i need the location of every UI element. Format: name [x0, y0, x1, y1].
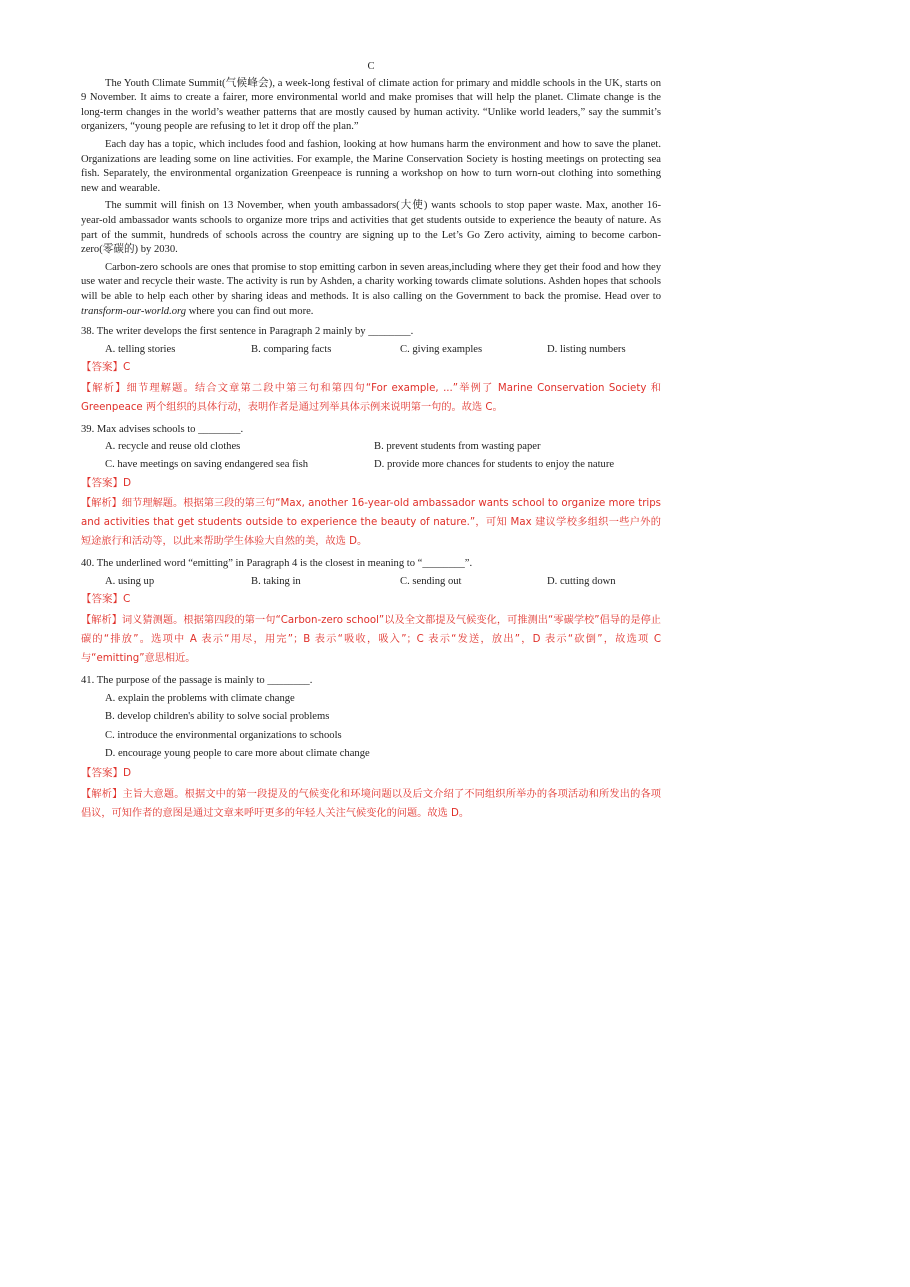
question-39-options-row-1: [81, 440, 661, 455]
website-link: transform-our-world.org: [81, 305, 187, 317]
passage-paragraph-3: The summit will finish on 13 November, when youth ambassadors(大使) wants schools to stop paper waste. Max, another 16-year-old ambassador wants schools to organize more trips and activities that get students outside to experience the beauty of nature. As part of the summit, hundreds of schools across the country are signing up to the Let’s Go Zero activity, aiming to become carbon-zero(零碳的) by 2030.: [81, 200, 661, 256]
question-41-option-c: C. introduce the environmental organizations to schools: [105, 729, 342, 741]
section-letter: C: [367, 61, 375, 72]
question-41-explanation: 【解析】主旨大意题。根据文中的第一段提及的气候变化和环境问题以及后文介绍了不同组织所举办的各项活动和所发出的各项倡议，可知作者的意图是通过文章来呼吁更多的年轻人关注气候变化的问题。故选 D。: [81, 788, 661, 819]
question-41-option-b: B. develop children's ability to solve social problems: [105, 711, 330, 723]
question-40-options: [81, 575, 661, 590]
question-40-explanation: 【解析】词义猜测题。根据第四段的第一句“Carbon-zero school”以及全文都提及气候变化，可推测出“零碳学校”倡导的是停止碳的“排放”。选项中 A 表示“用尽，用完”；B 表示“吸收，吸入”；C 表示“发送，放出”，D 表示“砍倒”，故选项 C 与“emitting”意思相近。: [81, 615, 661, 665]
passage-paragraph-4: [81, 261, 661, 319]
question-39-option-c: C. have meetings on saving endangered sea fish: [105, 459, 308, 471]
worksheet-page: [81, 60, 661, 827]
question-41-answer: 【答案】D: [81, 767, 132, 779]
passage-paragraph-2: Each day has a topic, which includes food and fashion, looking at how humans harm the environment and how to save the planet. Organizations are leading some on line activities. For example, the Marine Conservation Society is hosting meetings on protecting sea fish. Separately, the environmental organization Greenpeace is running a workshop on how to turn worn-out clothing into something new and wearable.: [81, 138, 661, 194]
question-38-option-d: D. listing numbers: [547, 343, 626, 355]
question-39-answer: 【答案】D: [81, 476, 132, 489]
question-38-option-c: C. giving examples: [400, 343, 483, 355]
question-41-stem: 41. The purpose of the passage is mainly to ________.: [81, 675, 313, 687]
question-39-stem: 39. Max advises schools to ________.: [81, 423, 244, 435]
question-38-option-b: B. comparing facts: [251, 343, 332, 355]
question-38-options: [81, 343, 661, 358]
question-39-options-row-2: [81, 458, 661, 473]
question-40-option-c: C. sending out: [400, 575, 462, 587]
question-38-option-a: A. telling stories: [105, 343, 176, 355]
paragraph-4-text-end: where you can find out more.: [186, 305, 314, 317]
question-39-option-a: A. recycle and reuse old clothes: [105, 441, 241, 453]
question-41-option-a: A. explain the problems with climate change: [105, 692, 295, 704]
question-40-stem: 40. The underlined word “emitting” in Paragraph 4 is the closest in meaning to “________”.: [81, 558, 473, 570]
paragraph-4-text-start: Carbon-zero schools are ones that promise to stop emitting carbon in seven areas,including where they get their food and how they use water and recycle their waste. The activity is run by Ashden, a charity working towards climate solutions. Ashden hopes that schools will be able to help each other by sharing ideas and methods. It is also calling on the Government to back the promise. Head over to: [81, 261, 661, 302]
question-39-option-b: B. prevent students from wasting paper: [374, 441, 541, 453]
question-38-stem: 38. The writer develops the first sentence in Paragraph 2 mainly by ________.: [81, 326, 414, 338]
question-40-option-d: D. cutting down: [547, 575, 616, 587]
question-40-answer: 【答案】C: [81, 593, 131, 606]
question-40-option-b: B. taking in: [251, 575, 301, 587]
question-39-option-d: D. provide more chances for students to enjoy the nature: [374, 459, 615, 471]
question-41-option-d: D. encourage young people to care more about climate change: [105, 748, 370, 760]
question-38-explanation: 【解析】细节理解题。结合文章第二段中第三句和第四句“For example, ...”举例了 Marine Conservation Society 和 Greenpeace 两个组织的具体行动，表明作者是通过列举具体示例来说明第一句的。故选 C。: [81, 382, 661, 413]
question-39-explanation: 【解析】细节理解题。根据第三段的第三句“Max, another 16-year-old ambassador wants school to organize more trips and activities that get students outside to experience the beauty of nature.”，可知 Max 建议学校多组织一些户外的短途旅行和活动等，以此来帮助学生体验大自然的美，故选 D。: [81, 498, 661, 548]
question-40-option-a: A. using up: [105, 575, 155, 587]
question-38-answer: 【答案】C: [81, 361, 131, 374]
passage-paragraph-1: The Youth Climate Summit(气候峰会), a week-long festival of climate action for primary and middle schools in the UK, starts on 9 November. It aims to create a fairer, more environmental world and make promises that will help the planet. Climate change is the long-term changes in the world’s weather patterns that are mostly caused by human activity. “Unlike world leaders,” say the summit’s organizers, “young people are refusing to let it drop off the plan.”: [81, 77, 661, 133]
